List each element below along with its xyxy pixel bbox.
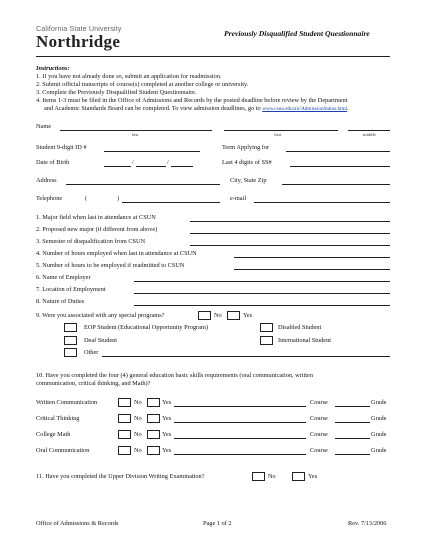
ge-grade-label: Grade: [371, 415, 387, 422]
question-3: 3. Semester of disqualification from CSUN: [36, 238, 146, 245]
question-11: 11. Have you completed the Upper Division Writing Examination?: [36, 473, 205, 480]
other-field[interactable]: [102, 356, 390, 357]
ge-math-label: College Math: [36, 431, 71, 438]
phone-paren-close: ): [117, 195, 120, 202]
ge-grade-label: Grade: [371, 447, 387, 454]
disabled-checkbox[interactable]: [260, 323, 273, 332]
disabled-label: Disabled Student: [278, 324, 322, 331]
email-field[interactable]: [254, 202, 390, 203]
dob-year-field[interactable]: [171, 166, 193, 167]
ge-math-no-checkbox[interactable]: [118, 430, 131, 439]
ss-label: Last 4 digits of SS#: [222, 159, 272, 166]
question-4: 4. Number of hours employed when last in attendance at CSUN: [36, 250, 197, 257]
ge-critical-no-checkbox[interactable]: [118, 414, 131, 423]
answer-1-field[interactable]: [190, 221, 390, 222]
ss-field[interactable]: [290, 166, 390, 167]
ge-written-label: Written Communication: [36, 399, 98, 406]
instruction-item-continued: [44, 105, 349, 113]
instruction-item: 1. If you have not already done so, submit an application for readmission.: [36, 73, 222, 80]
ge-math-yes-checkbox[interactable]: [147, 430, 160, 439]
admission-deadlines-link[interactable]: www.csun.edu/air/AdmissionStatus.html: [262, 106, 348, 112]
answer-7-field[interactable]: [134, 293, 390, 294]
upper-no-checkbox[interactable]: [252, 472, 265, 481]
ge-grade-label: Grade: [371, 431, 387, 438]
ge-oral-field[interactable]: [174, 454, 306, 455]
question-7: 7. Location of Employment: [36, 286, 106, 293]
ge-math-course-field[interactable]: [335, 438, 370, 439]
logo-university-text: California State University: [36, 24, 122, 33]
ge-critical-yes-checkbox[interactable]: [147, 414, 160, 423]
city-field[interactable]: [282, 184, 390, 185]
ge-yes-label: Yes: [162, 415, 172, 422]
last-caption: last: [132, 132, 139, 137]
middle-caption: middle: [363, 132, 376, 137]
international-label: International Student: [278, 337, 331, 344]
phone-paren-open: (: [85, 195, 88, 202]
ge-course-label: Course: [310, 447, 328, 454]
eop-checkbox[interactable]: [64, 323, 77, 332]
ge-grade-label: Grade: [371, 399, 387, 406]
upper-yes-checkbox[interactable]: [292, 472, 305, 481]
question-2: 2. Proposed new major (if different from above): [36, 226, 158, 233]
answer-2-field[interactable]: [190, 233, 390, 234]
instruction-item: 2. Submit official transcripts of course(s) completed at another college or university.: [36, 81, 249, 88]
eop-label: EOP Student (Educational Opportunity Program): [84, 324, 208, 331]
ge-critical-course-field[interactable]: [335, 422, 370, 423]
ge-yes-label: Yes: [162, 431, 172, 438]
name-label: Name: [36, 123, 52, 130]
special-yes-label: Yes: [243, 312, 253, 319]
address-label: Address: [36, 177, 57, 184]
answer-6-field[interactable]: [134, 281, 390, 282]
upper-no-label: No: [268, 473, 276, 480]
ge-oral-label: Oral Communication: [36, 447, 90, 454]
ge-yes-label: Yes: [162, 399, 172, 406]
ge-yes-label: Yes: [162, 447, 172, 454]
ge-no-label: No: [134, 447, 142, 454]
page-title: Previously Disqualified Student Questionnaire: [224, 29, 370, 38]
dob-month-field[interactable]: [104, 166, 131, 167]
other-label: Other: [84, 349, 99, 356]
ge-no-label: No: [134, 399, 142, 406]
ge-course-label: Course: [310, 431, 328, 438]
ge-written-yes-checkbox[interactable]: [147, 398, 160, 407]
dob-label: Date of Birth: [36, 159, 70, 166]
phone-field[interactable]: [122, 202, 220, 203]
ge-written-course-field[interactable]: [335, 406, 370, 407]
first-caption: first: [274, 132, 282, 137]
footer-revision: Rev. 7/13/2006: [348, 520, 387, 527]
ge-course-label: Course: [310, 415, 328, 422]
email-label: e-mail: [230, 195, 247, 202]
term-label: Term Applying for: [222, 144, 270, 151]
question-9: 9. Were you associated with any special programs?: [36, 312, 165, 319]
question-5: 5. Number of hours to be employed if readmitted to CSUN: [36, 262, 185, 269]
ge-written-field[interactable]: [174, 406, 306, 407]
upper-yes-label: Yes: [308, 473, 318, 480]
ge-math-field[interactable]: [174, 438, 306, 439]
instruction-item: 3. Complete the Previously Disqualified Student Questionnaire.: [36, 89, 197, 96]
question-10-line2: communication, critical thinking, and Math)?: [36, 380, 151, 387]
question-8: 8. Nature of Duties: [36, 298, 85, 305]
instruction-end-punct: .: [347, 105, 349, 112]
other-checkbox[interactable]: [64, 348, 77, 357]
answer-8-field[interactable]: [134, 305, 390, 306]
special-no-checkbox[interactable]: [198, 311, 211, 320]
phone-label: Telephone: [36, 195, 63, 202]
dob-separator: /: [132, 159, 134, 166]
logo-northridge: Northridge: [36, 32, 121, 51]
last-name-field[interactable]: [60, 130, 212, 131]
ge-oral-no-checkbox[interactable]: [118, 446, 131, 455]
footer-page: Page 1 of 2: [203, 520, 232, 527]
ge-written-no-checkbox[interactable]: [118, 398, 131, 407]
question-6: 6. Name of Employer: [36, 274, 91, 281]
ge-no-label: No: [134, 415, 142, 422]
answer-5-field[interactable]: [234, 269, 390, 270]
first-name-field[interactable]: [224, 130, 338, 131]
student-id-field[interactable]: [104, 151, 200, 152]
ge-no-label: No: [134, 431, 142, 438]
dob-separator: /: [167, 159, 169, 166]
question-1: 1. Major field when last in attendance at CSUN: [36, 214, 156, 221]
header-divider: [36, 56, 390, 57]
dob-day-field[interactable]: [136, 166, 166, 167]
deaf-checkbox[interactable]: [64, 336, 77, 345]
ge-critical-field[interactable]: [174, 422, 306, 423]
footer-office: Office of Admissions & Records: [36, 520, 119, 527]
ge-oral-course-field[interactable]: [335, 454, 370, 455]
deaf-label: Deaf Student: [84, 337, 118, 344]
answer-3-field[interactable]: [190, 245, 390, 246]
middle-name-field[interactable]: [348, 130, 390, 131]
instructions-heading: Instructions:: [36, 65, 70, 72]
instruction-item: 4. Items 1-3 must be filed in the Office of Admissions and Records by the posted deadline before review by the Department: [36, 97, 348, 104]
international-checkbox[interactable]: [260, 336, 273, 345]
address-field[interactable]: [66, 184, 220, 185]
student-id-label: Student 9-digit ID #: [36, 144, 87, 151]
special-yes-checkbox[interactable]: [227, 311, 240, 320]
instruction-item-text: and Academic Standards Board can be completed. To view admission deadlines, go to: [44, 105, 261, 112]
ge-critical-label: Critical Thinking: [36, 415, 80, 422]
city-label: City, State Zip: [230, 177, 267, 184]
special-no-label: No: [214, 312, 222, 319]
ge-course-label: Course: [310, 399, 328, 406]
question-10-line1: 10. Have you completed the four (4) general education basic skills requirements (oral communication, written: [36, 372, 313, 379]
answer-4-field[interactable]: [234, 257, 390, 258]
ge-oral-yes-checkbox[interactable]: [147, 446, 160, 455]
term-field[interactable]: [286, 151, 390, 152]
